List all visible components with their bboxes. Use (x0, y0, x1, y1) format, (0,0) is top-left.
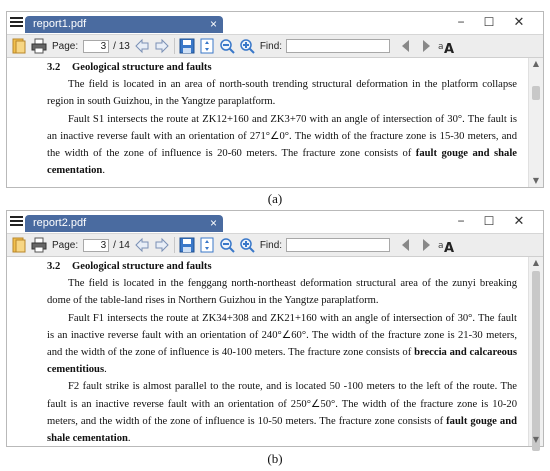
page-label: Page: (52, 40, 79, 52)
pdf-viewer-window-a (6, 11, 544, 188)
page-label: Page: (52, 239, 79, 251)
pdf-viewer-window-b (6, 210, 544, 447)
page-number-input[interactable]: 3 (83, 239, 109, 252)
page-total: / 14 (113, 239, 130, 251)
page-number-input[interactable]: 3 (83, 40, 109, 53)
find-input[interactable] (286, 238, 390, 252)
print-icon[interactable] (31, 237, 47, 253)
page-forward-icon[interactable] (154, 38, 170, 54)
paragraph-end: . (127, 433, 131, 445)
section-title: Geological structure and faults (72, 62, 212, 73)
section-title: Geological structure and faults (72, 261, 212, 272)
toolbar (7, 233, 543, 257)
find-label: Find: (259, 239, 283, 251)
minimize-button[interactable]: − (457, 15, 465, 29)
tab-close-button[interactable]: × (209, 216, 217, 230)
paragraph: The field is located in an area of north-south trending structural deformation in the platform collapse region in south Guizhou, in the Yangtze paraplatform. (47, 79, 517, 108)
page-total: / 13 (113, 40, 130, 52)
save-icon[interactable] (179, 237, 195, 253)
document-tab[interactable] (25, 16, 223, 33)
scroll-up-icon[interactable]: ▲ (532, 59, 540, 68)
zoom-in-icon[interactable] (239, 38, 255, 54)
svg-text:a: a (438, 42, 444, 52)
scroll-down-icon[interactable]: ▼ (532, 176, 540, 185)
zoom-out-icon[interactable] (219, 237, 235, 253)
scroll-up-icon[interactable]: ▲ (532, 258, 540, 267)
print-icon[interactable] (31, 38, 47, 54)
zoom-out-icon[interactable] (219, 38, 235, 54)
fit-page-icon[interactable] (199, 38, 215, 54)
paragraph (47, 111, 517, 180)
minimize-button[interactable]: − (457, 214, 465, 228)
toolbar (7, 34, 543, 58)
vertical-scrollbar[interactable] (528, 257, 543, 446)
close-window-button[interactable]: ✕ (513, 14, 525, 29)
open-folder-icon[interactable] (11, 237, 27, 253)
scroll-thumb[interactable] (532, 271, 540, 451)
paragraph: The field is located in the fenggang north-northeast deformation structural area of the zunyi breaking dome of the table-land rises in Northern Guizhou in the Yangtze paraplatform. (47, 278, 517, 307)
tab-title: report1.pdf (33, 18, 87, 30)
paragraph (47, 378, 517, 446)
bold-text: breccia and calcareous cementitious (47, 347, 517, 376)
section-number: 3.2 (47, 62, 61, 73)
find-previous-icon[interactable] (398, 38, 414, 54)
document-page (7, 58, 529, 187)
save-icon[interactable] (179, 38, 195, 54)
zoom-in-icon[interactable] (239, 237, 255, 253)
page-back-icon[interactable] (134, 237, 150, 253)
menu-icon[interactable] (10, 215, 24, 227)
fit-page-icon[interactable] (199, 237, 215, 253)
page-back-icon[interactable] (134, 38, 150, 54)
bold-text: fault gouge and shale cementation (47, 415, 517, 445)
font-size-icon[interactable] (438, 38, 454, 54)
toolbar-separator (174, 38, 175, 54)
paragraph-end: . (102, 165, 105, 177)
page-forward-icon[interactable] (154, 237, 170, 253)
open-folder-icon[interactable] (11, 38, 27, 54)
find-label: Find: (259, 40, 283, 52)
menu-icon[interactable] (10, 16, 24, 28)
font-size-icon[interactable] (438, 237, 454, 253)
toolbar-separator (174, 237, 175, 253)
paragraph-text: Fault F1 intersects the route at ZK34+308 and ZK21+160 with an angle of intersection of 30°. The fault is an inactive reverse fault with an orientation of 240°∠60°. The width of the fracture zone is 21-30 meters, and the width of the zone of influence is 40-100 meters. The fracture zone consists of (47, 312, 517, 359)
find-next-icon[interactable] (418, 38, 434, 54)
maximize-button[interactable]: ☐ (483, 214, 495, 228)
title-bar (7, 12, 543, 34)
paragraph-end: . (104, 364, 107, 376)
figure-caption-a: (a) (267, 191, 283, 206)
svg-text:A: A (444, 241, 455, 253)
paragraph (47, 310, 517, 379)
find-next-icon[interactable] (418, 237, 434, 253)
section-heading (47, 59, 517, 76)
tab-close-button[interactable]: × (209, 17, 217, 31)
bold-text: fault gouge and shale cementation (47, 148, 517, 177)
paragraph-text: F2 fault strike is almost parallel to the route, and is located 50 -100 meters to the left of the route. The fault is an inactive reverse fault with an orientation of 250°∠50°. The width of the fracture zone is 10-20 meters, and the width of the zone of influence is 10-50 meters. The fracture zone consists of (47, 381, 517, 427)
document-tab[interactable] (25, 215, 223, 232)
title-bar (7, 211, 543, 233)
find-input[interactable] (286, 39, 390, 53)
close-window-button[interactable]: ✕ (513, 213, 525, 228)
document-page (7, 257, 529, 446)
svg-text:a: a (438, 241, 444, 251)
tab-title: report2.pdf (33, 217, 87, 229)
section-heading (47, 258, 517, 275)
svg-text:A: A (444, 42, 455, 54)
vertical-scrollbar[interactable] (528, 58, 543, 187)
maximize-button[interactable]: ☐ (483, 15, 495, 29)
scroll-thumb[interactable] (532, 86, 540, 100)
paragraph-text: Fault S1 intersects the route at ZK12+160 and ZK3+70 with an angle of intersection of 30°. The fault is an inactive reverse fault with an orientation of 271°∠0°. The width of the fracture zone is 15-30 meters, and the width of the zone of influence is 20-60 meters. The fracture zone consists of (47, 113, 517, 160)
section-number: 3.2 (47, 261, 61, 272)
figure-caption-b: (b) (267, 451, 283, 466)
scroll-down-icon[interactable]: ▼ (532, 435, 540, 444)
find-previous-icon[interactable] (398, 237, 414, 253)
